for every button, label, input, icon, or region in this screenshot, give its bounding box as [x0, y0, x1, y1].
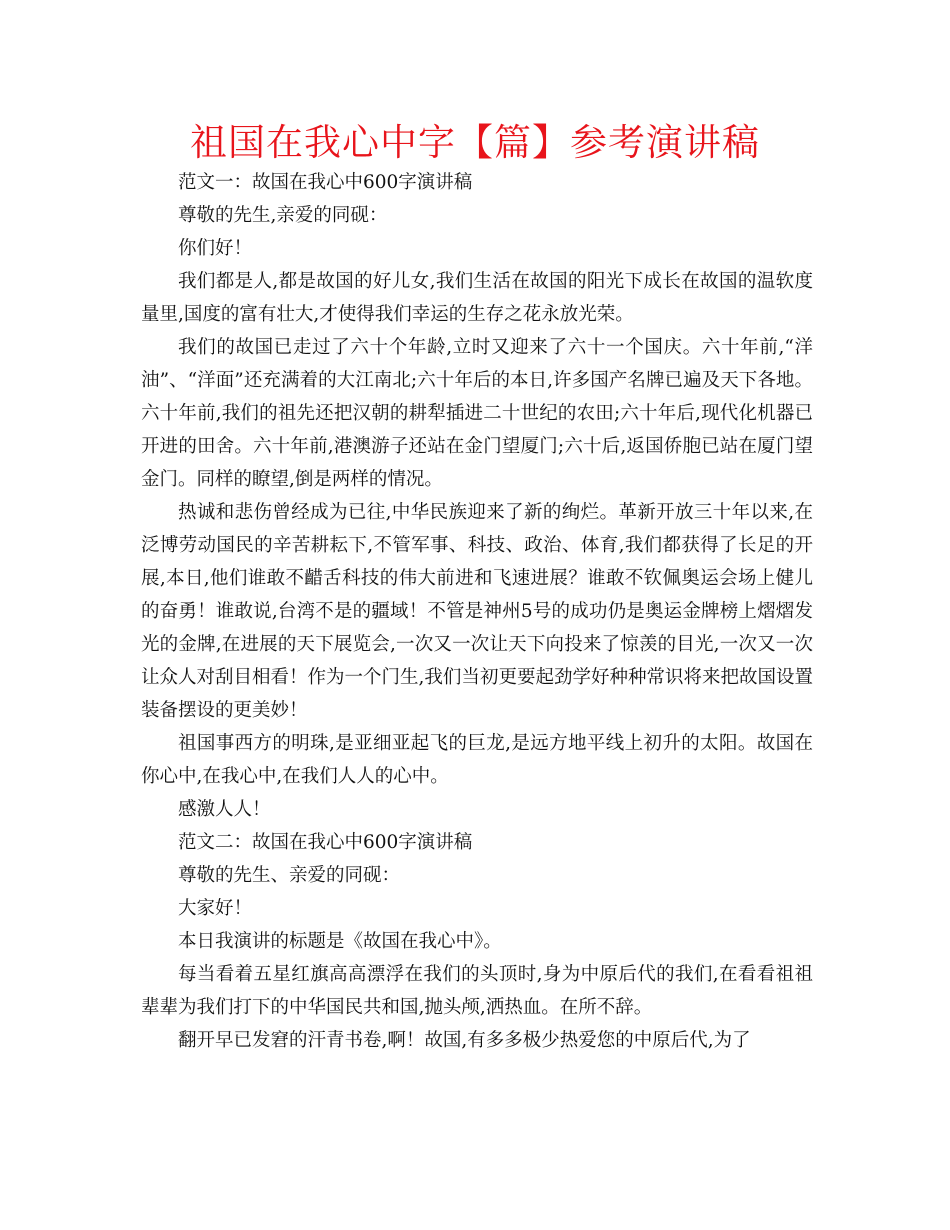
- paragraph: 大家好！: [178, 898, 253, 919]
- paragraph: 范文二：故国在我心中600字演讲稿: [178, 832, 473, 853]
- paragraph: 范文一：故国在我心中600字演讲稿: [178, 172, 473, 193]
- document-title: 祖国在我心中字【篇】参考演讲稿: [190, 121, 760, 164]
- paragraph: 尊敬的先生、亲爱的同砚：: [178, 865, 401, 886]
- paragraph: 每当看着五星红旗高高漂浮在我们的头顶时,身为中原后代的我们,在看看祖祖辈辈为我们打下的中华国民共和国,抛头颅,洒热血。在所不辞。: [141, 964, 813, 1018]
- paragraph: 我们的故国已走过了六十个年龄,立时又迎来了六十一个国庆。六十年前,“洋油”、“洋面”还充满着的大江南北;六十年后的本日,许多国产名牌已遍及天下各地。六十年前,我们的祖先还把汉朝的耕犁插进二十世纪的农田;六十年后,现代化机器已开进的田舍。六十年前,港澳游子还站在金门望厦门;六十后,返国侨胞已站在厦门望金门。同样的瞭望,倒是两样的情况。: [141, 337, 813, 490]
- paragraph: 我们都是人,都是故国的好儿女,我们生活在故国的阳光下成长在故国的温软度量里,国度的富有壮大,才使得我们幸运的生存之花永放光荣。: [141, 271, 813, 325]
- paragraph: 热诚和悲伤曾经成为已往,中华民族迎来了新的绚烂。革新开放三十年以来,在泛博劳动国民的辛苦耕耘下,不管军事、科技、政治、体育,我们都获得了长足的开展,本日,他们谁敢不齰舌科技的伟大前进和飞速进展？谁敢不钦佩奥运会场上健儿的奋勇！谁敢说,台湾不是的疆域！不管是神州5号的成功仍是奥运金牌榜上熠熠发光的金牌,在进展的天下展览会,一次又一次让天下向投来了惊羡的目光,一次又一次让众人对刮目相看！作为一个门生,我们当初更要起劲学好种种常识将来把故国设置装备摆设的更美妙！: [141, 502, 813, 721]
- paragraph: 本日我演讲的标题是《故国在我心中》。: [178, 931, 502, 952]
- paragraph: 尊敬的先生,亲爱的同砚：: [178, 205, 388, 226]
- paragraph: 翻开早已发窘的汗青书卷,啊！故国,有多多极少热爱您的中原后代,为了: [178, 1030, 751, 1051]
- paragraph: 你们好！: [178, 238, 253, 259]
- document-body: [141, 166, 813, 1057]
- paragraph: 祖国事西方的明珠,是亚细亚起飞的巨龙,是远方地平线上初升的太阳。故国在你心中,在我心中,在我们人人的心中。: [141, 733, 813, 787]
- paragraph: 感激人人！: [178, 799, 271, 820]
